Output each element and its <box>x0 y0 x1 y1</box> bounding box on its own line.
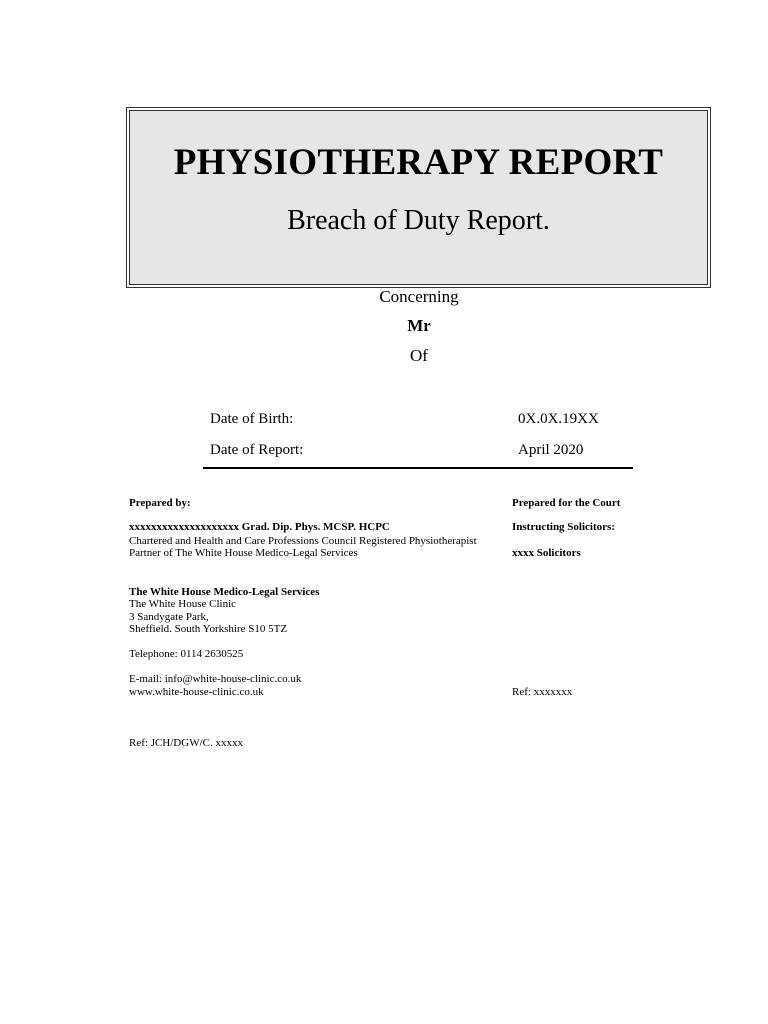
dob-row <box>203 405 633 436</box>
subject-of: Of <box>410 346 428 365</box>
footer-reference: Ref: JCH/DGW/C. xxxxx <box>129 737 243 749</box>
dates-block <box>203 405 633 467</box>
telephone: Telephone: 0114 2630525 <box>129 648 244 660</box>
email: E-mail: info@white-house-clinic.co.uk <box>129 673 302 685</box>
instructing-solicitors-label: Instructing Solicitors: <box>512 521 615 533</box>
report-date-row <box>203 436 633 467</box>
title-box-inner <box>129 110 708 285</box>
dates-divider <box>203 467 633 469</box>
report-subtitle: Breach of Duty Report. <box>287 205 550 236</box>
report-title: PHYSIOTHERAPY REPORT <box>173 142 664 183</box>
report-date-label: Date of Report: <box>210 442 304 458</box>
prepared-for-heading: Prepared for the Court <box>512 497 621 509</box>
preparer-partner: Partner of The White House Medico-Legal Services <box>129 547 358 559</box>
website: www.white-house-clinic.co.uk <box>129 686 264 698</box>
address-line-3: Sheffield. South Yorkshire S10 5TZ <box>129 623 288 635</box>
preparer-name: xxxxxxxxxxxxxxxxxxxx Grad. Dip. Phys. MCSP. HCPC <box>129 521 390 533</box>
title-box <box>126 107 711 288</box>
report-date-value: April 2020 <box>518 442 584 458</box>
dob-label: Date of Birth: <box>210 411 294 427</box>
dob-value: 0X.0X.19XX <box>518 411 599 427</box>
subject-name: Mr <box>407 316 431 335</box>
solicitor-reference: Ref: xxxxxxx <box>512 686 573 698</box>
solicitors-name: xxxx Solicitors <box>512 547 581 559</box>
address-line-1: The White House Clinic <box>129 598 237 610</box>
concerning-label: Concerning <box>379 287 459 306</box>
org-name: The White House Medico-Legal Services <box>129 586 320 598</box>
address-line-2: 3 Sandygate Park, <box>129 611 209 623</box>
preparer-qualification: Chartered and Health and Care Professions Council Registered Physiotherapist <box>129 535 477 547</box>
prepared-by-heading: Prepared by: <box>129 497 191 509</box>
